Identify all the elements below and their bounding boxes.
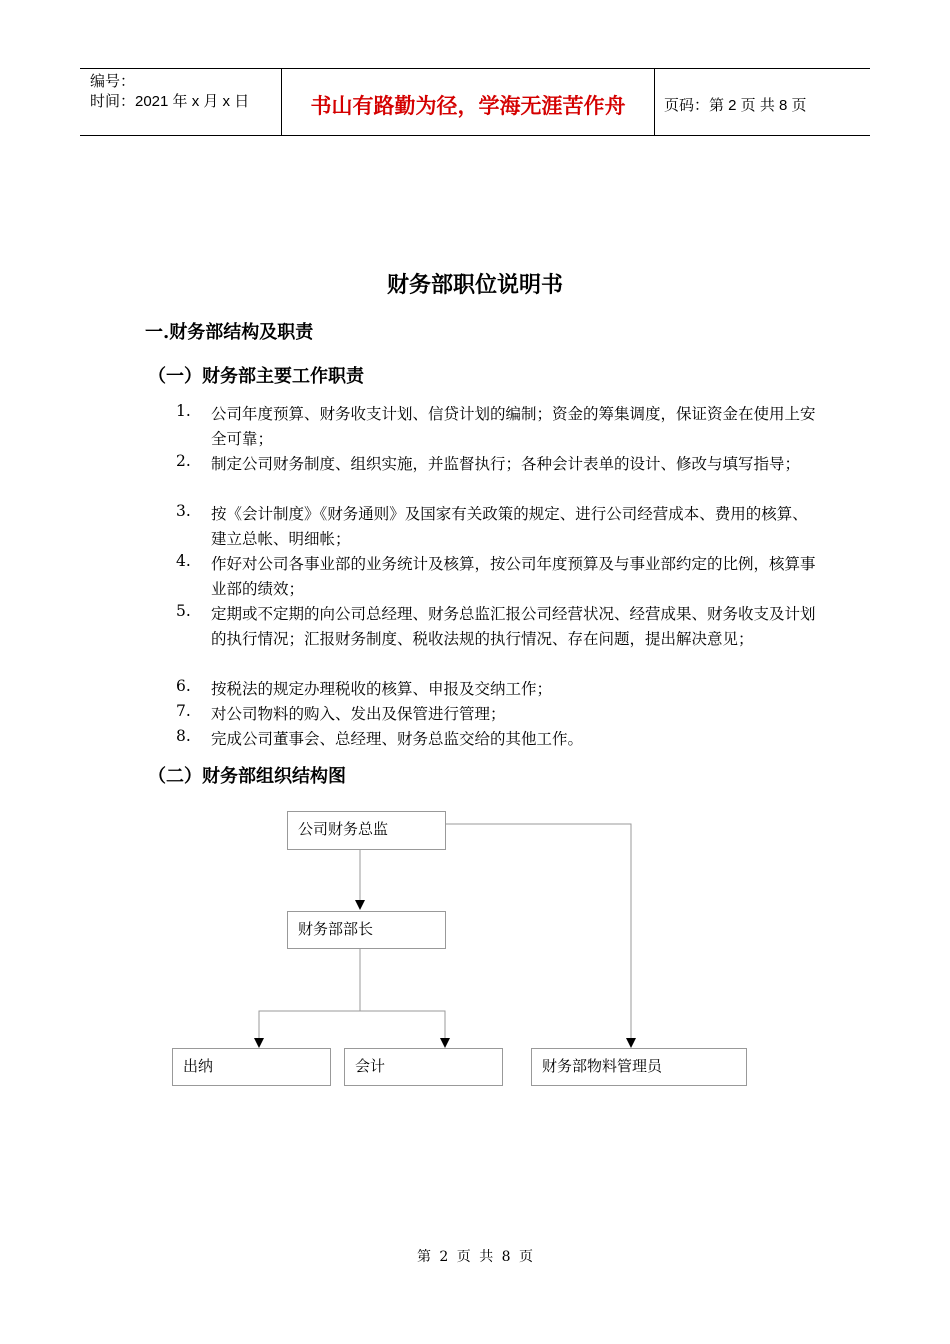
list-item-number: 8. — [176, 727, 191, 745]
list-item-number: 3. — [176, 502, 191, 520]
subsection-heading-org-chart: （二）财务部组织结构图 — [148, 766, 346, 787]
list-item-number: 2. — [176, 452, 191, 470]
arrow-to-minister — [355, 900, 365, 910]
subsection-heading-duties: （一）财务部主要工作职责 — [148, 366, 364, 387]
list-item-text: 制定公司财务制度、组织实施，并监督执行；各种会计表单的设计、修改与填写指导； — [211, 455, 801, 473]
list-item-text: 按税法的规定办理税收的核算、申报及交纳工作； — [211, 680, 553, 698]
list-item-number: 7. — [176, 702, 191, 720]
list-item-text: 对公司物料的购入、发出及保管进行管理； — [211, 705, 506, 723]
org-node-materials: 财务部物料管理员 — [531, 1048, 747, 1086]
org-node-cashier: 出纳 — [172, 1048, 331, 1086]
page-info: 页码：第 2 页 共 8 页 — [664, 97, 807, 114]
list-item-text: 完成公司董事会、总经理、财务总监交给的其他工作。 — [211, 730, 584, 748]
org-node-accountant: 会计 — [344, 1048, 503, 1086]
list-item-text: 按《会计制度》《财务通则》及国家有关政策的规定、进行公司经营成本、费用的核算、建立总帐、明细帐； — [211, 505, 808, 548]
org-node-minister: 财务部部长 — [287, 911, 446, 949]
list-item-number: 6. — [176, 677, 191, 695]
arrow-to-accountant — [440, 1038, 450, 1048]
arrow-to-cashier — [254, 1038, 264, 1048]
list-item-text: 定期或不定期的向公司总经理、财务总监汇报公司经营状况、经营成果、财务收支及计划的执行情况；汇报财务制度、税收法规的执行情况、存在问题，提出解决意见； — [211, 605, 816, 648]
page-footer: 第 2 页 共 8 页 — [416, 1249, 534, 1265]
list-item-number: 5. — [176, 602, 191, 620]
motto-text: 书山有路勤为径，学海无涯苦作舟 — [310, 95, 626, 118]
connector-director-materials — [446, 824, 631, 1040]
time-label: 时间：2021 年 x 月 x 日 — [90, 93, 250, 110]
serial-label: 编号： — [90, 73, 136, 90]
document-title: 财务部职位说明书 — [386, 272, 563, 298]
arrow-to-materials — [626, 1038, 636, 1048]
org-node-director: 公司财务总监 — [287, 811, 446, 850]
list-item-number: 1. — [176, 402, 191, 420]
list-item-text: 作好对公司各事业部的业务统计及核算，按公司年度预算及与事业部约定的比例，核算事业部的绩效； — [211, 555, 816, 598]
list-item-number: 4. — [176, 552, 191, 570]
list-item-text: 公司年度预算、财务收支计划、信贷计划的编制；资金的筹集调度，保证资金在使用上安全可靠； — [211, 405, 816, 448]
section-heading: 一.财务部结构及职责 — [145, 322, 314, 343]
connector-branch — [259, 1011, 445, 1040]
